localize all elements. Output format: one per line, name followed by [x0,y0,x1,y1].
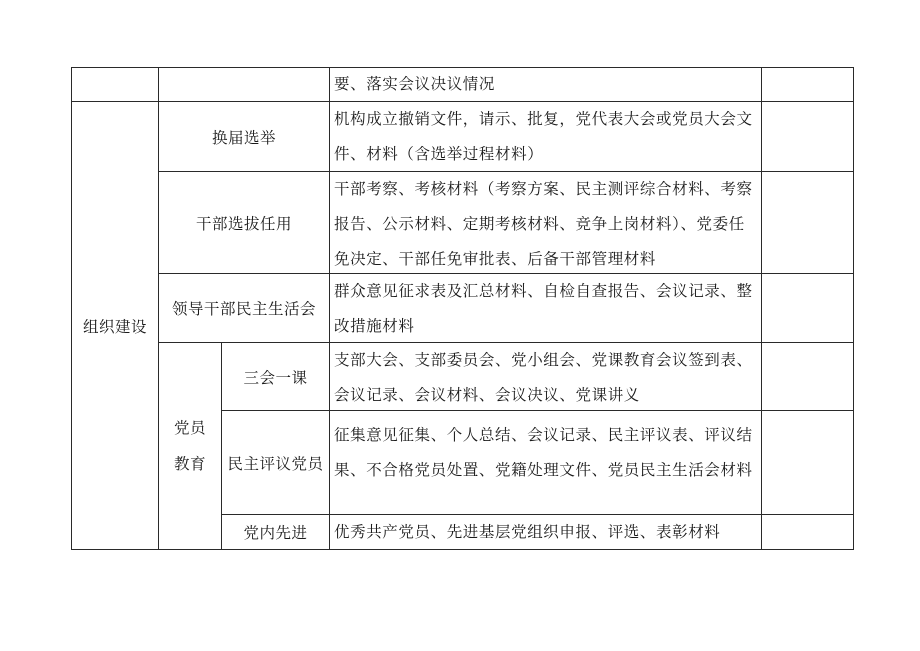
content-cell [334,418,753,488]
content-line: 免决定、干部任免审批表、后备干部管理材料 [334,250,657,268]
subgroup-cell [159,343,221,549]
content-line: 件、材料（含选举过程材料） [334,145,544,163]
content-line: 优秀共产党员、先进基层党组织申报、评选、表彰材料 [334,523,721,541]
item-cell [159,172,329,273]
content-line: 机构成立撤销文件，请示、批复，党代表大会或党员大会文 [334,110,753,128]
content-line: 果、不合格党员处置、党籍处理文件、党员民主生活会材料 [334,461,753,479]
content-line: 群众意见征求表及汇总材料、自检自查报告、会议记录、整 [334,282,753,300]
category-label: 组织建设 [82,317,147,336]
item-cell [222,515,329,549]
content-cell [334,102,753,172]
column-divider [761,67,762,550]
item-label: 民主评议党员 [227,454,324,473]
content-cell [334,515,720,550]
item-label: 三会一课 [243,368,308,387]
item-cell [159,274,329,342]
content-line: 报告、公示材料、定期考核材料、竞争上岗材料）、党委任 [334,215,745,233]
content-cell [334,274,753,344]
subgroup-label-line: 教育 [173,455,206,473]
item-cell [159,102,329,171]
column-divider [329,67,330,550]
content-line: 征集意见征集、个人总结、会议记录、民主评议表、评议结 [334,426,753,444]
item-label: 领导干部民主生活会 [171,300,316,318]
content-line: 要、落实会议决议情况 [334,75,496,93]
category-cell [72,102,158,549]
subgroup-label-line: 党员 [173,419,206,437]
item-cell [222,343,329,410]
item-cell [222,411,329,514]
content-line: 会议记录、会议材料、会议决议、党课讲义 [334,386,640,404]
item-label: 党内先进 [243,524,308,542]
content-line: 干部考察、考核材料（考察方案、民主测评综合材料、考察 [334,180,753,198]
content-line: 支部大会、支部委员会、党小组会、党课教育会议签到表、 [334,351,753,369]
table-right-border [853,67,854,550]
item-label: 干部选拔任用 [195,214,292,233]
content-cell [334,67,495,102]
content-cell [334,343,753,413]
item-label: 换届选举 [211,128,276,147]
content-line: 改措施材料 [334,317,415,335]
content-cell [334,172,753,277]
